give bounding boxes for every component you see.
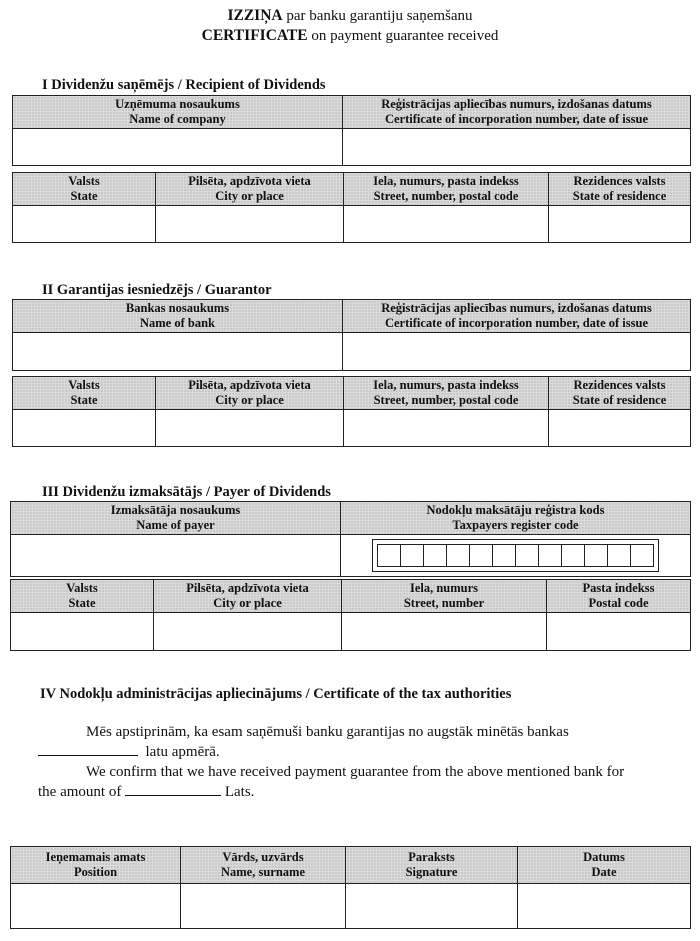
section3-state-field[interactable]	[11, 613, 154, 651]
section1-company-table	[12, 95, 691, 166]
section3-payer-field[interactable]	[11, 535, 341, 577]
signature-table	[10, 846, 691, 929]
section3-city-header: Pilsēta, apdzīvota vieta City or place	[154, 580, 342, 613]
section3-payer-header: Izmaksātāja nosaukums Name of payer	[11, 502, 341, 535]
amount-blank-lv[interactable]	[38, 742, 138, 756]
tax-authority-text-en: We confirm that we have received payment guarantee from the above mentioned bank for the amount of Lats.	[38, 764, 625, 800]
section1-street-header: Iela, numurs, pasta indekss Street, number, postal code	[344, 173, 549, 206]
date-field[interactable]	[518, 884, 691, 929]
section2-registration-header: Reģistrācijas apliecības numurs, izdošanas datums Certificate of incorporation number, date of issue	[343, 300, 691, 333]
section3-street-field[interactable]	[342, 613, 547, 651]
section2-street-field[interactable]	[344, 410, 549, 447]
tax-authority-text-lv: Mēs apstiprinām, ka esam saņēmuši banku garantijas no augstāk minētās bankas latu apmērā.	[38, 722, 670, 762]
section2-residence-field[interactable]	[549, 410, 691, 447]
section3-heading: III Dividenžu izmaksātājs / Payer of Dividends	[42, 484, 331, 500]
section3-city-field[interactable]	[154, 613, 342, 651]
section1-city-header: Pilsēta, apdzīvota vieta City or place	[156, 173, 344, 206]
section3-postal-header: Pasta indekss Postal code	[547, 580, 691, 613]
taxpayer-code-boxes	[377, 544, 654, 567]
section1-company-header: Uzņēmuma nosaukums Name of company	[13, 96, 343, 129]
section2-heading: II Garantijas iesniedzējs / Guarantor	[42, 282, 272, 298]
position-field[interactable]	[11, 884, 181, 929]
title-latvian: IZZIŅA par banku garantiju saņemšanu	[227, 7, 473, 24]
section1-company-field[interactable]	[13, 129, 343, 166]
section2-street-header: Iela, numurs, pasta indekss Street, number, postal code	[344, 377, 549, 410]
section1-address-table	[12, 172, 691, 243]
section1-street-field[interactable]	[344, 206, 549, 243]
section3-address-table	[10, 579, 691, 651]
section2-city-field[interactable]	[156, 410, 344, 447]
section3-street-header: Iela, numurs Street, number	[342, 580, 547, 613]
section1-city-field[interactable]	[156, 206, 344, 243]
section1-residence-header: Rezidences valsts State of residence	[549, 173, 691, 206]
date-header: Datums Date	[518, 847, 691, 884]
signature-field[interactable]	[346, 884, 518, 929]
section3-postal-field[interactable]	[547, 613, 691, 651]
section3-taxcode-cell	[341, 535, 691, 577]
name-header: Vārds, uzvārds Name, surname	[181, 847, 346, 884]
section3-payer-table	[10, 501, 691, 577]
section1-heading: I Dividenžu saņēmējs / Recipient of Dividends	[42, 77, 326, 93]
section2-address-table	[12, 376, 691, 447]
section1-registration-field[interactable]	[343, 129, 691, 166]
section2-state-header: Valsts State	[13, 377, 156, 410]
section2-bank-header: Bankas nosaukums Name of bank	[13, 300, 343, 333]
document-title	[0, 6, 700, 46]
section1-registration-header: Reģistrācijas apliecības numurs, izdošanas datums Certificate of incorporation number, date of issue	[343, 96, 691, 129]
section1-state-field[interactable]	[13, 206, 156, 243]
section2-city-header: Pilsēta, apdzīvota vieta City or place	[156, 377, 344, 410]
amount-blank-en[interactable]	[125, 782, 221, 796]
section1-state-header: Valsts State	[13, 173, 156, 206]
section1-residence-field[interactable]	[549, 206, 691, 243]
section4-heading: IV Nodokļu administrācijas apliecinājums / Certificate of the tax authorities	[40, 686, 512, 702]
section2-bank-table	[12, 299, 691, 371]
signature-header: Paraksts Signature	[346, 847, 518, 884]
section3-state-header: Valsts State	[11, 580, 154, 613]
taxpayer-code-input[interactable]	[372, 539, 659, 572]
position-header: Ieņemamais amats Position	[11, 847, 181, 884]
section3-taxcode-header: Nodokļu maksātāju reģistra kods Taxpayers register code	[341, 502, 691, 535]
section2-state-field[interactable]	[13, 410, 156, 447]
name-field[interactable]	[181, 884, 346, 929]
section2-registration-field[interactable]	[343, 333, 691, 371]
title-english: CERTIFICATE on payment guarantee received	[201, 27, 499, 44]
section2-bank-field[interactable]	[13, 333, 343, 371]
section2-residence-header: Rezidences valsts State of residence	[549, 377, 691, 410]
